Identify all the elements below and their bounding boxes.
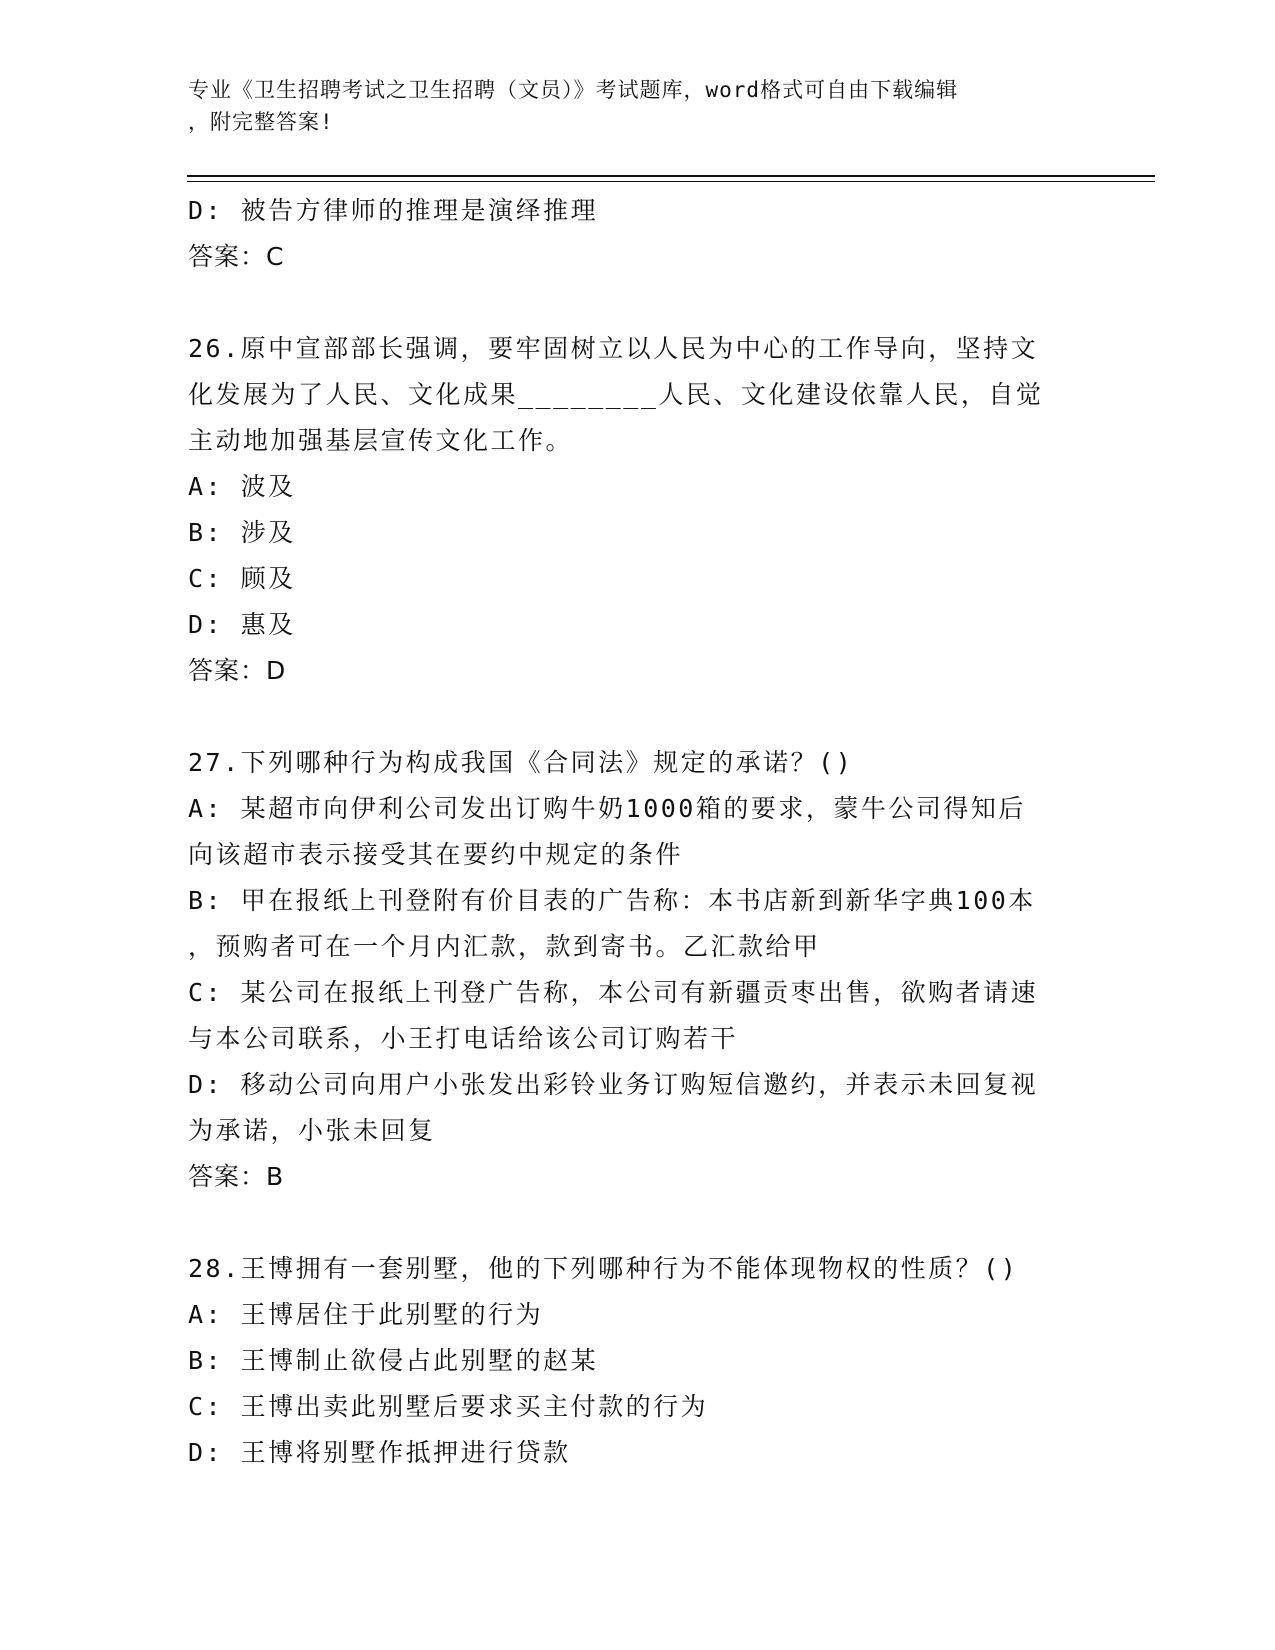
document-header — [188, 74, 1088, 138]
question-title: 28.王博拥有一套别墅，他的下列哪种行为不能体现物权的性质？() — [188, 1254, 1019, 1283]
header-line-1: 专业《卫生招聘考试之卫生招聘（文员）》考试题库，word格式可自由下载编辑 — [188, 78, 959, 102]
option-b: B: 甲在报纸上刊登附有价目表的广告称：本书店新到新华字典100本 — [188, 886, 1036, 915]
option-d: D: 王博将别墅作抵押进行贷款 — [188, 1438, 571, 1467]
question-27 — [188, 740, 1088, 1200]
option-a: A: 王博居住于此别墅的行为 — [188, 1300, 544, 1329]
question-text-line: 主动地加强基层宣传文化工作。 — [188, 426, 574, 455]
option-b: B: 王博制止欲侵占此别墅的赵某 — [188, 1346, 599, 1375]
header-line-2: ，附完整答案! — [188, 110, 334, 134]
option-c: C: 某公司在报纸上刊登广告称，本公司有新疆贡枣出售，欲购者请速 — [188, 978, 1039, 1007]
option-c: C: 王博出卖此别墅后要求买主付款的行为 — [188, 1392, 709, 1421]
question-text-line: 26.原中宣部部长强调，要牢固树立以人民为中心的工作导向，坚持文 — [188, 334, 1039, 363]
answer: 答案：B — [188, 1162, 285, 1191]
question-28 — [188, 1246, 1088, 1476]
option-c-continued: 与本公司联系，小王打电话给该公司订购若干 — [188, 1024, 739, 1053]
document-body — [188, 188, 1088, 1476]
question-title: 27.下列哪种行为构成我国《合同法》规定的承诺？() — [188, 748, 854, 777]
header-rule-thick — [187, 175, 1155, 177]
previous-question-tail — [188, 188, 1088, 280]
option-a: A: 某超市向伊利公司发出订购牛奶1000箱的要求，蒙牛公司得知后 — [188, 794, 1026, 823]
question-text-line: 化发展为了人民、文化成果________人民、文化建设依靠人民，自觉 — [188, 380, 1044, 409]
question-26 — [188, 326, 1088, 694]
option-c: C: 顾及 — [188, 564, 296, 593]
option-a: A: 波及 — [188, 472, 296, 501]
option-d: D: 移动公司向用户小张发出彩铃业务订购短信邀约，并表示未回复视 — [188, 1070, 1039, 1099]
header-rule-thin — [187, 181, 1155, 182]
answer: 答案：C — [188, 242, 285, 271]
answer: 答案：D — [188, 656, 287, 685]
option-a-continued: 向该超市表示接受其在要约中规定的条件 — [188, 840, 684, 869]
option-b-continued: ，预购者可在一个月内汇款，款到寄书。乙汇款给甲 — [188, 932, 821, 961]
option-d: D: 惠及 — [188, 610, 296, 639]
option-b: B: 涉及 — [188, 518, 296, 547]
option-d: D: 被告方律师的推理是演绎推理 — [188, 196, 599, 225]
option-d-continued: 为承诺，小张未回复 — [188, 1116, 436, 1145]
